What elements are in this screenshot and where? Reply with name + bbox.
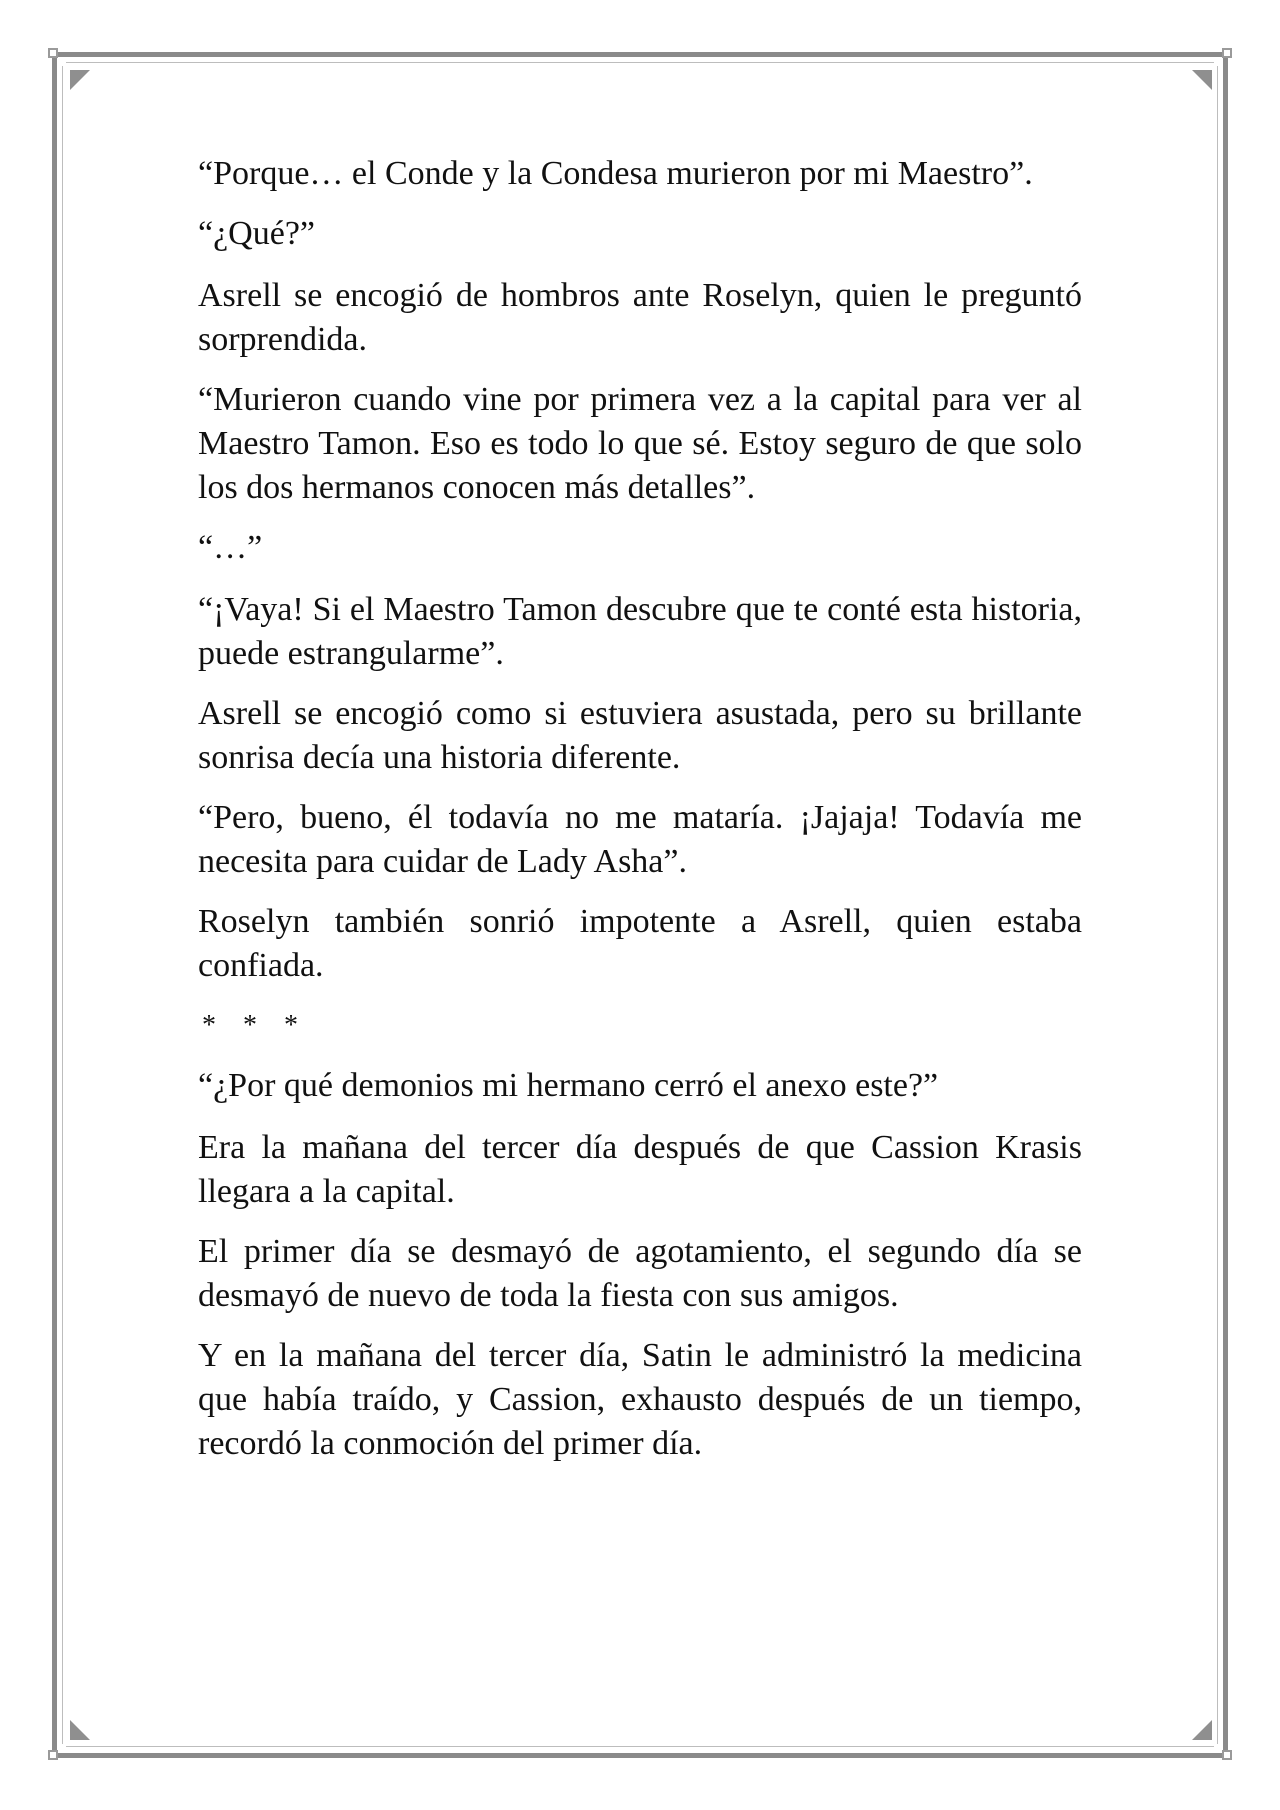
paragraph: “¿Por qué demonios mi hermano cerró el anexo este?” [198,1067,939,1104]
page-text-body [198,152,1082,1482]
corner-triangle-top-left [70,70,90,90]
paragraph: “Porque… el Conde y la Condesa murieron por mi Maestro”. [198,155,1033,192]
corner-square-top-left [48,48,58,58]
paragraph: Y en la mañana del tercer día, Satin le administró la medicina que había traído, y Cassion, exhausto después de un tiempo, recordó la conmoción del primer día. [198,1337,1082,1462]
corner-square-bottom-right [1222,1750,1232,1760]
frame-top-inner-border [66,62,1214,63]
paragraph: El primer día se desmayó de agotamiento, el segundo día se desmayó de nuevo de toda la fiesta con sus amigos. [198,1233,1082,1314]
paragraph: Asrell se encogió como si estuviera asustada, pero su brillante sonrisa decía una historia diferente. [198,695,1082,776]
frame-bottom-inner-border [66,1746,1214,1747]
frame-left-border [52,58,57,1752]
frame-right-border [1223,58,1228,1752]
frame-top-border [58,52,1222,57]
paragraph: Asrell se encogió de hombros ante Roselyn, quien le preguntó sorprendida. [198,277,1082,358]
corner-triangle-top-right [1192,70,1212,90]
paragraph: “¡Vaya! Si el Maestro Tamon descubre que te conté esta historia, puede estrangularme”. [198,591,1082,672]
paragraph: “…” [198,529,263,566]
corner-triangle-bottom-right [1192,1720,1212,1740]
paragraph: “Pero, bueno, él todavía no me mataría. ¡Jajaja! Todavía me necesita para cuidar de Lady Asha”. [198,799,1082,880]
corner-square-top-right [1222,48,1232,58]
paragraph: Era la mañana del tercer día después de que Cassion Krasis llegara a la capital. [198,1129,1082,1210]
paragraph: “Murieron cuando vine por primera vez a la capital para ver al Maestro Tamon. Eso es todo lo que sé. Estoy seguro de que solo los dos hermanos conocen más detalles”. [198,381,1082,506]
scene-separator: * * * [202,1010,308,1041]
frame-right-inner-border [1217,66,1218,1744]
corner-triangle-bottom-left [70,1720,90,1740]
frame-bottom-border [58,1753,1222,1758]
paragraph: Roselyn también sonrió impotente a Asrell, quien estaba confiada. [198,903,1082,984]
frame-left-inner-border [62,66,63,1744]
paragraph: “¿Qué?” [198,215,316,252]
corner-square-bottom-left [48,1750,58,1760]
